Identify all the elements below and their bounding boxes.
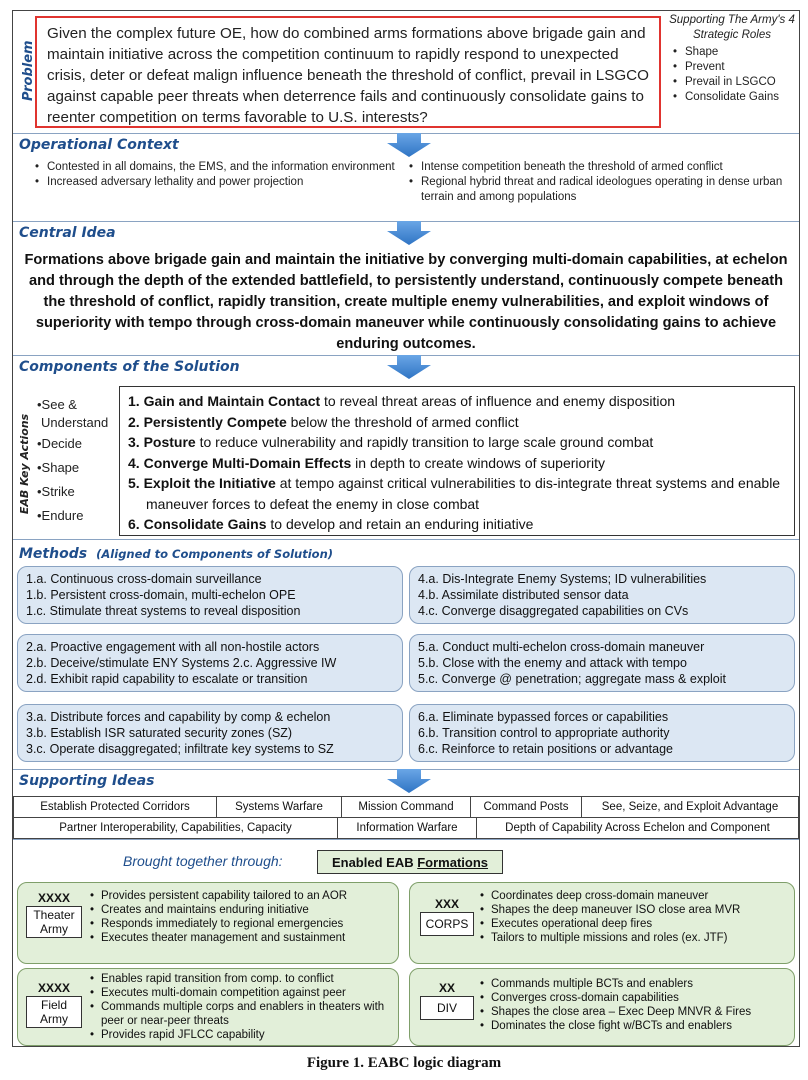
- echelon-symbol: [420, 981, 474, 1020]
- echelon-bullet: • Executes operational deep fires: [480, 917, 740, 931]
- echelon-name-line: Army: [40, 1012, 68, 1026]
- role-item: • Prevent: [673, 60, 799, 75]
- key-actions-list: [37, 396, 108, 528]
- echelon-bullets: [90, 972, 395, 1042]
- method-item: 5.c. Converge @ penetration; aggregate mass & exploit: [418, 672, 727, 686]
- method-box-6: [409, 704, 795, 762]
- supporting-idea: Command Posts: [470, 796, 582, 818]
- echelon-bullet: • Commands multiple corps and enablers in theaters with peer or near-peer threats: [90, 1000, 395, 1028]
- echelon-size-marker: XXXX: [37, 981, 70, 995]
- echelon-size-marker: XXX: [434, 897, 459, 911]
- central-idea-title: Central Idea: [19, 225, 116, 241]
- role-item: • Consolidate Gains: [673, 90, 799, 105]
- echelon-unit-box: [26, 996, 82, 1028]
- echelon-bullets: [90, 889, 347, 945]
- method-box-3: [17, 704, 403, 762]
- supporting-idea: Partner Interoperability, Capabilities, Capacity: [13, 817, 338, 839]
- echelon-bullet: • Tailors to multiple missions and roles (ex. JTF): [480, 931, 740, 945]
- context-item: • Increased adversary lethality and power projection: [35, 175, 395, 190]
- key-action: •Endure: [37, 508, 84, 523]
- method-item: 1.c. Stimulate threat systems to reveal disposition: [26, 604, 301, 618]
- echelon-symbol: [26, 891, 82, 938]
- problem-box: Given the complex future OE, how do combined arms formations above brigade gain and maintain initiative across the competition continuum to rapidly respond to unexpected crisis, deter or defeat malign influence beneath the threshold of conflict, prevail in LSGCO against capable peer threats when deterrence fails and continuously consolidate gains to reenter competition on terms favorable to U.S. interests?: [35, 16, 661, 128]
- method-item: 5.b. Close with the enemy and attack with tempo: [418, 656, 687, 670]
- supporting-idea: Mission Command: [341, 796, 471, 818]
- method-item: 3.a. Distribute forces and capability by comp & echelon: [26, 710, 331, 724]
- flow-arrow-icon: [387, 221, 431, 245]
- role-item: • Prevail in LSGCO: [673, 75, 799, 90]
- method-item: 4.c. Converge disaggregated capabilities on CVs: [418, 604, 689, 618]
- echelon-bullet: • Provides persistent capability tailored to an AOR: [90, 889, 347, 903]
- method-item: 5.a. Conduct multi-echelon cross-domain maneuver: [418, 640, 705, 654]
- supporting-ideas-section: [13, 769, 799, 839]
- component-item: 2. Persistently Compete below the threshold of armed conflict: [128, 413, 519, 430]
- echelon-name-line: DIV: [436, 1001, 457, 1015]
- method-item: 4.b. Assimilate distributed sensor data: [418, 588, 629, 602]
- component-item: 3. Posture to reduce vulnerability and rapidly transition to large scale ground combat: [128, 434, 654, 450]
- echelon-symbol: [26, 981, 82, 1028]
- echelon-bullet: • Converges cross-domain capabilities: [480, 991, 751, 1005]
- method-box-5: [409, 634, 795, 692]
- echelon-unit-box: [26, 906, 82, 938]
- method-item: 6.a. Eliminate bypassed forces or capabilities: [418, 710, 669, 724]
- context-item: • Contested in all domains, the EMS, and the information environment: [35, 160, 395, 175]
- key-action: •Decide: [37, 436, 83, 451]
- supporting-idea: Systems Warfare: [216, 796, 342, 818]
- echelon-name-line: CORPS: [425, 917, 469, 931]
- strategic-roles-list: [673, 45, 799, 105]
- echelon-size-marker: XX: [438, 981, 455, 995]
- key-action: •See &: [37, 397, 77, 412]
- echelon-size-marker: XXXX: [37, 891, 70, 905]
- echelon-theater-army: [17, 882, 399, 964]
- echelon-unit-box: [420, 996, 474, 1020]
- echelon-bullet: • Coordinates deep cross-domain maneuver: [480, 889, 740, 903]
- supporting-idea: See, Seize, and Exploit Advantage: [581, 796, 799, 818]
- components-title: Components of the Solution: [19, 359, 240, 375]
- method-box-4: [409, 566, 795, 624]
- echelon-name-line: Theater: [33, 908, 75, 922]
- echelon-bullet: • Creates and maintains enduring initiative: [90, 903, 347, 917]
- echelon-bullet: • Provides rapid JFLCC capability: [90, 1028, 395, 1042]
- echelon-bullet: • Shapes the deep maneuver ISO close area MVR: [480, 903, 740, 917]
- context-item: • Intense competition beneath the threshold of armed conflict: [409, 160, 793, 175]
- supporting-idea: Depth of Capability Across Echelon and Component: [476, 817, 799, 839]
- context-right-list: [409, 160, 793, 205]
- components-section: [13, 355, 799, 539]
- echelon-name-line: Field: [40, 998, 67, 1012]
- central-idea-text: Formations above brigade gain and maintain the initiative by converging multi-domain capabilities, at echelon and through the depth of the extended battlefield, to persistently understand, continuously compete beneath the threshold of conflict, rapidly transition, create multiple enemy vulnerabilities, and exploit windows of superiority with tempo through cross-domain maneuver while continuously consolidating gains to achieve enduring outcomes.: [24, 252, 788, 352]
- supporting-idea: Information Warfare: [337, 817, 477, 839]
- echelon-name-line: Army: [40, 922, 68, 936]
- method-item: 1.b. Persistent cross-domain, multi-echelon OPE: [26, 588, 296, 602]
- method-item: 4.a. Dis-Integrate Enemy Systems; ID vulnerabilities: [418, 572, 707, 586]
- context-left-list: [35, 160, 395, 190]
- figure-caption: Figure 1. EABC logic diagram: [306, 1055, 502, 1071]
- operational-context-title: Operational Context: [19, 137, 179, 153]
- key-action: Understand: [41, 415, 109, 430]
- echelon-unit-box: [420, 912, 474, 936]
- flow-arrow-icon: [387, 133, 431, 157]
- brought-together-text: Brought together through:: [123, 853, 283, 869]
- echelon-bullet: • Executes multi-domain competition against peer: [90, 986, 395, 1000]
- enabled-prefix: Enabled EAB: [331, 854, 418, 870]
- enabled-formations-box: [317, 850, 503, 874]
- operational-context-section: [13, 133, 799, 221]
- echelon-bullet: • Responds immediately to regional emergencies: [90, 917, 347, 931]
- echelon-bullet: • Commands multiple BCTs and enablers: [480, 977, 751, 991]
- methods-title-row: [19, 543, 333, 562]
- problem-section: [13, 11, 799, 133]
- methods-subtitle: (Aligned to Components of Solution): [96, 547, 334, 561]
- echelon-field-army: [17, 968, 399, 1046]
- key-action: •Strike: [37, 484, 75, 499]
- methods-section: [13, 539, 799, 769]
- component-item: 5. Exploit the Initiative at tempo against critical vulnerabilities to dis-integrate threat systems and enable maneuver forces to defeat the enemy in close combat: [128, 475, 781, 512]
- problem-label: Problem: [21, 40, 36, 101]
- strategic-roles: [665, 13, 799, 105]
- method-item: 1.a. Continuous cross-domain surveillance: [26, 572, 262, 586]
- key-action: •Shape: [37, 460, 80, 475]
- echelon-bullets: [480, 977, 751, 1033]
- supporting-ideas-title: Supporting Ideas: [19, 773, 155, 789]
- components-box: [119, 386, 795, 536]
- echelon-corps: [409, 882, 795, 964]
- flow-arrow-icon: [387, 769, 431, 793]
- echelon-symbol: [420, 897, 474, 936]
- enabled-formations-word: Formations: [417, 854, 489, 870]
- formations-section: [13, 839, 799, 1047]
- key-actions-label: EAB Key Actions: [18, 413, 31, 515]
- component-item: 1. Gain and Maintain Contact to reveal threat areas of influence and enemy disposition: [128, 393, 676, 409]
- component-item: 4. Converge Multi-Domain Effects in depth to create windows of superiority: [128, 454, 605, 471]
- method-item: 6.c. Reinforce to retain positions or advantage: [418, 742, 674, 756]
- supporting-idea: Establish Protected Corridors: [13, 796, 217, 818]
- method-item: 2.b. Deceive/stimulate ENY Systems 2.c. Aggressive IW: [26, 656, 337, 670]
- component-item: 6. Consolidate Gains to develop and retain an enduring initiative: [128, 516, 534, 532]
- strategic-roles-title: Supporting The Army's 4 Strategic Roles: [669, 14, 795, 41]
- method-item: 3.c. Operate disaggregated; infiltrate key systems to SZ: [26, 742, 334, 756]
- echelon-division: [409, 968, 795, 1046]
- diagram-frame: [12, 10, 800, 1047]
- flow-arrow-icon: [387, 355, 431, 379]
- role-item: • Shape: [673, 45, 799, 60]
- method-item: 2.d. Exhibit rapid capability to escalate or transition: [26, 672, 308, 686]
- method-item: 6.b. Transition control to appropriate authority: [418, 726, 670, 740]
- method-item: 2.a. Proactive engagement with all non-hostile actors: [26, 640, 320, 654]
- central-idea-section: [13, 221, 799, 355]
- echelon-bullets: [480, 889, 740, 945]
- echelon-bullet: • Enables rapid transition from comp. to conflict: [90, 972, 395, 986]
- echelon-bullet: • Dominates the close fight w/BCTs and enablers: [480, 1019, 751, 1033]
- methods-title: Methods: [19, 546, 88, 562]
- context-item: • Regional hybrid threat and radical ideologues operating in dense urban terrain and among populations: [409, 175, 793, 205]
- echelon-bullet: • Executes theater management and sustainment: [90, 931, 347, 945]
- method-box-1: [17, 566, 403, 624]
- method-box-2: [17, 634, 403, 692]
- method-item: 3.b. Establish ISR saturated security zones (SZ): [26, 726, 293, 740]
- echelon-bullet: • Shapes the close area – Exec Deep MNVR & Fires: [480, 1005, 751, 1019]
